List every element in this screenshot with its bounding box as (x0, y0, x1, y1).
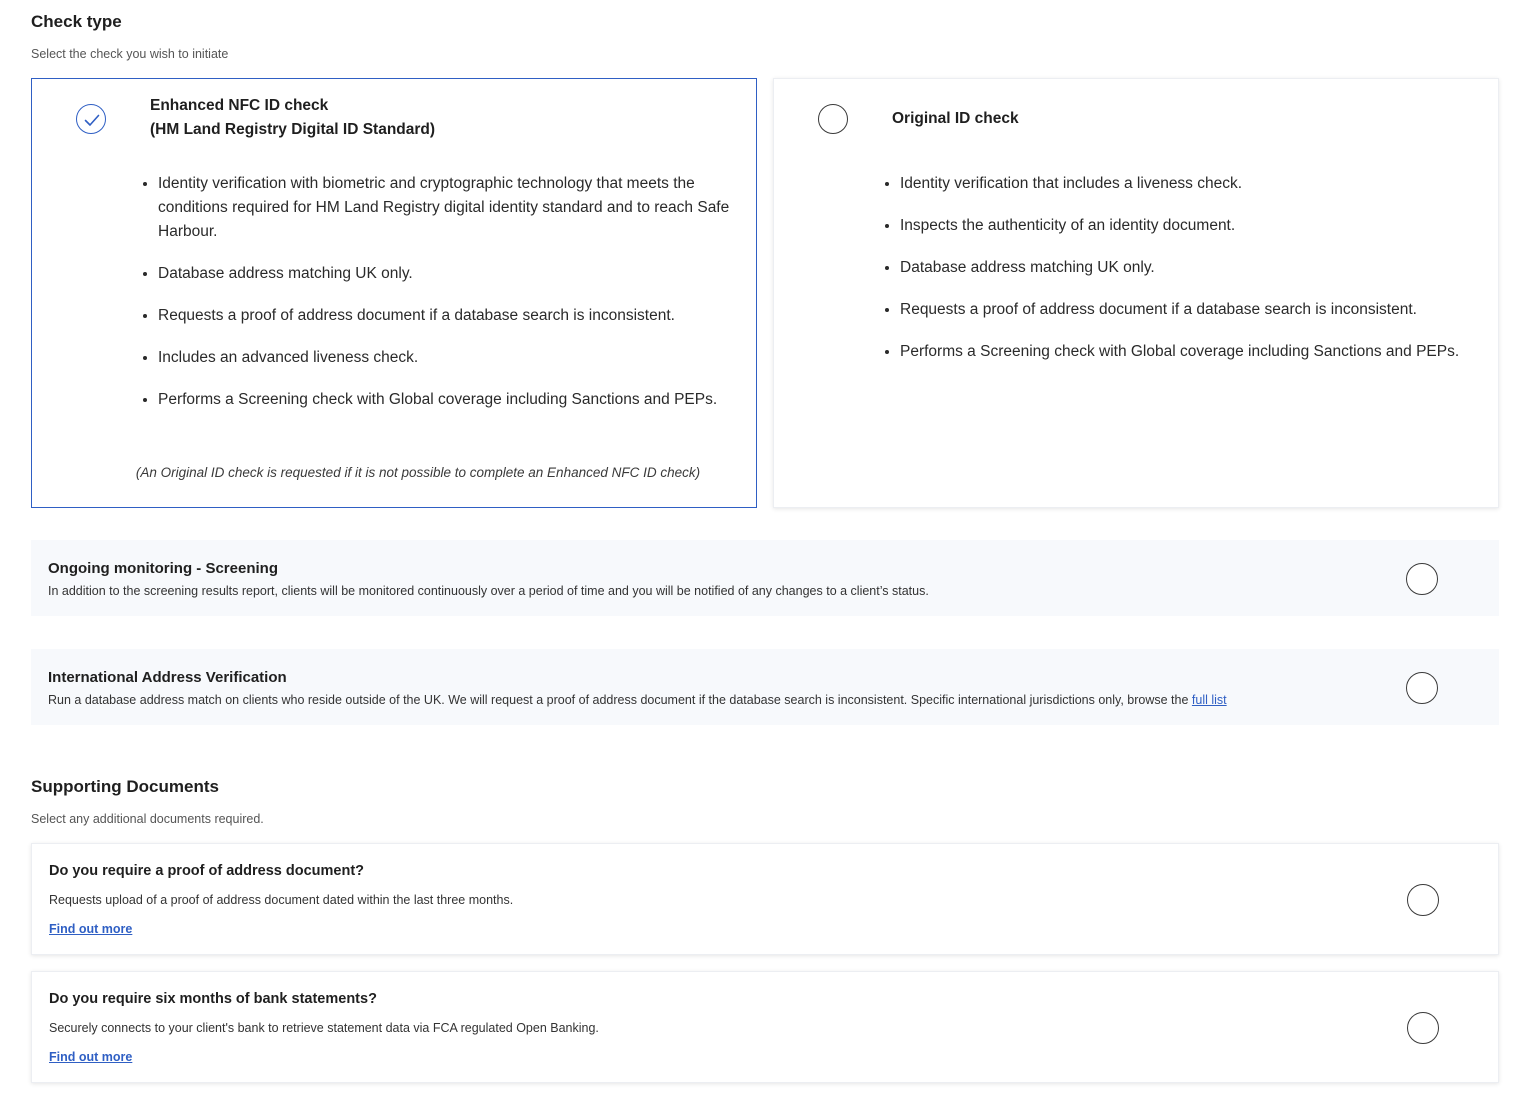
supporting-documents-subtitle: Select any additional documents required. (31, 812, 264, 826)
enhanced-nfc-title-line2: (HM Land Registry Digital ID Standard) (150, 121, 436, 138)
feature-item: • Identity verification with biometric and cryptographic technology that meets the conditions required for HM Land Registry digital identity standard and to reach Safe Harbour. (158, 172, 758, 244)
enhanced-nfc-feature-list (140, 172, 758, 430)
ongoing-monitoring-description: In addition to the screening results report, clients will be monitored continuously over a period of time and you will be notified of any changes to a client’s status. (48, 584, 929, 598)
ongoing-monitoring-radio[interactable] (1406, 563, 1438, 595)
enhanced-nfc-title (150, 94, 435, 142)
full-list-link[interactable]: full list (1191, 693, 1227, 707)
bank-statements-card[interactable] (31, 971, 1499, 1083)
original-id-title: Original ID check (892, 110, 1019, 127)
proof-of-address-title: Do you require a proof of address document? (49, 863, 365, 879)
feature-item: • Performs a Screening check with Global coverage including Sanctions and PEPs. (158, 388, 758, 412)
enhanced-nfc-title-line1: Enhanced NFC ID check (150, 97, 329, 114)
enhanced-nfc-radio[interactable] (76, 104, 106, 134)
international-address-radio[interactable] (1406, 672, 1438, 704)
feature-item: • Database address matching UK only. (158, 262, 758, 286)
original-id-radio[interactable] (818, 104, 848, 134)
feature-item: • Identity verification that includes a liveness check. (900, 172, 1490, 196)
original-id-feature-list (882, 172, 1490, 382)
bank-statements-find-out-more-link[interactable]: Find out more (49, 1050, 133, 1064)
proof-of-address-card[interactable] (31, 843, 1499, 955)
bank-statements-title: Do you require six months of bank statements? (49, 991, 377, 1007)
check-type-subtitle: Select the check you wish to initiate (31, 47, 229, 61)
check-type-title: Check type (31, 12, 122, 31)
checkmark-icon (77, 105, 107, 135)
ongoing-monitoring-option[interactable] (31, 540, 1499, 616)
feature-item: • Requests a proof of address document if a database search is inconsistent. (900, 298, 1490, 322)
feature-item: • Requests a proof of address document if a database search is inconsistent. (158, 304, 758, 328)
original-id-check-card[interactable] (773, 78, 1499, 508)
enhanced-nfc-check-card[interactable] (31, 78, 757, 508)
feature-item: • Inspects the authenticity of an identity document. (900, 214, 1490, 238)
proof-of-address-find-out-more-link[interactable]: Find out more (49, 922, 133, 936)
supporting-documents-title: Supporting Documents (31, 777, 219, 796)
ongoing-monitoring-title: Ongoing monitoring - Screening (48, 560, 278, 577)
international-address-description (48, 693, 1227, 707)
proof-of-address-radio[interactable] (1407, 884, 1439, 916)
enhanced-nfc-fallback-note: (An Original ID check is requested if it is not possible to complete an Enhanced NFC ID check) (135, 465, 701, 480)
international-address-title: International Address Verification (48, 669, 287, 686)
feature-item: • Includes an advanced liveness check. (158, 346, 758, 370)
international-address-option[interactable] (31, 649, 1499, 725)
international-address-text: Run a database address match on clients who reside outside of the UK. We will request a proof of address document if the database search is inconsistent. Specific international jurisdictions only, browse the (48, 693, 1192, 707)
feature-item: • Database address matching UK only. (900, 256, 1490, 280)
feature-item: • Performs a Screening check with Global coverage including Sanctions and PEPs. (900, 340, 1490, 364)
proof-of-address-description: Requests upload of a proof of address document dated within the last three months. (49, 893, 514, 907)
bank-statements-description: Securely connects to your client's bank to retrieve statement data via FCA regulated Open Banking. (49, 1021, 599, 1035)
bank-statements-radio[interactable] (1407, 1012, 1439, 1044)
